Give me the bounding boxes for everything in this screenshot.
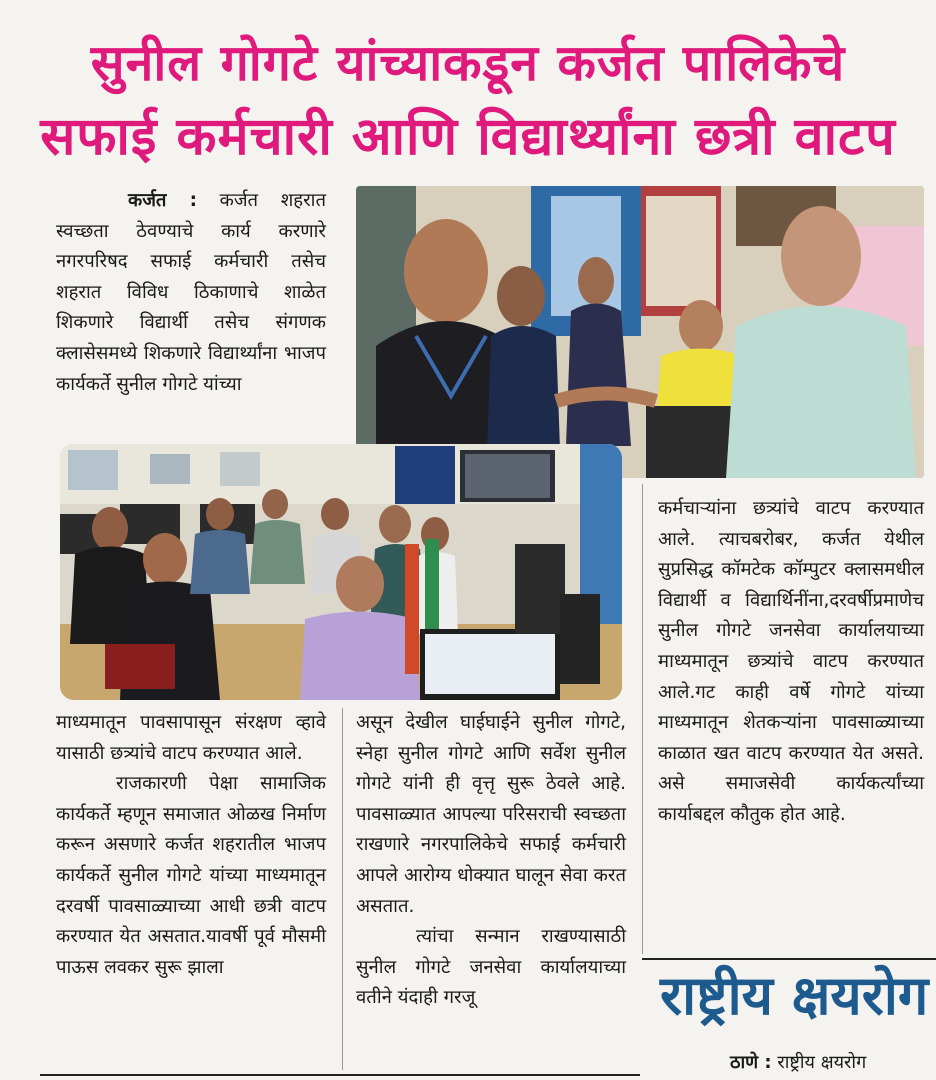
column-1-top-text: [56, 186, 326, 400]
column-1-paragraph-2: राजकारणी पेक्षा सामाजिक कार्यकर्ते म्हणून समाजात ओळख निर्माण करून असणारे कर्जत शहरातील भाजप कार्यकर्ते सुनील गोगटे यांच्या माध्यमातून दरवर्षी पावसाळ्याच्या आधी छत्री वाटप करण्यात येत असतात.यावर्षी पूर्व मौसमी पाऊस लवकर सुरू झाला: [56, 773, 326, 978]
column-1-bottom-text: [56, 708, 326, 983]
teaser-headline: राष्ट्रीय क्षयरोग: [660, 964, 929, 1027]
article-bottom-rule: [40, 1074, 640, 1076]
column-divider-1: [342, 708, 343, 1070]
column-3-paragraph: कर्मचाऱ्यांना छत्र्यांचे वाटप करण्यात आले. त्याचबरोबर, कर्जत येथील सुप्रसिद्ध कॉमटेक कॉम्पुटर क्लासमधील विद्यार्थी व विद्यार्थिनींना,दरवर्षीप्रमाणेच सुनील गोगटे जनसेवा कार्यालयाच्या माध्यमातून छत्र्यांचे वाटप करण्यात आले.गट काही वर्षे गोगटे यांच्या माध्यमातून शेतकऱ्यांना पावसाळ्याच्या काळात खत वाटप करण्यात येत असते. असे समाजसेवी कार्यकर्त्यांच्या कार्याबद्दल कौतुक होत आहे.: [658, 498, 924, 825]
teaser-text: [730, 1050, 866, 1074]
photo-umbrella-distribution-students: [60, 444, 622, 700]
teaser-dateline: ठाणे :: [730, 1052, 772, 1073]
headline-line-2: सफाई कर्मचारी आणि विद्यार्थ्यांना छत्री वाटप: [40, 107, 896, 167]
photo-umbrella-distribution-staff: [356, 186, 924, 478]
column-1-paragraph-1: माध्यमातून पावसापासून संरक्षण व्हावे यासाठी छत्र्यांचे वाटप करण्यात आले.: [56, 712, 326, 764]
column-1-top-body: कर्जत शहरात स्वच्छता ठेवण्याचे कार्य करणारे नगरपरिषद सफाई कर्मचारी तसेच शहरात विविध ठिकाणाचे शाळेत शिकणारे विद्यार्थी तसेच संगणक क्लासेसमध्ये शिकणारे विद्यार्थ्यांना भाजप कार्यकर्ते सुनील गोगटे यांच्या: [56, 190, 326, 395]
column-2-text: [356, 708, 626, 1014]
column-3-text: [658, 494, 924, 831]
teaser-body: राष्ट्रीय क्षयरोग: [777, 1052, 867, 1073]
column-divider-2: [642, 484, 643, 954]
column-2-paragraph-2: त्यांचा सन्मान राखण्यासाठी सुनील गोगटे जनसेवा कार्यालयाच्या वतीने यंदाही गरजू: [356, 926, 626, 1009]
dateline: कर्जत :: [128, 190, 198, 211]
column-2-paragraph-1: असून देखील घाईघाईने सुनील गोगटे, स्नेहा सुनील गोगटे आणि सर्वेश सुनील गोगटे यांनी ही वृत्तृ सुरू ठेवले आहे. पावसाळ्यात आपल्या परिसराची स्वच्छता राखणारे नगरपालिकेचे सफाई कर्मचारी आपले आरोग्य धोक्यात घालून सेवा करत असतात.: [356, 712, 626, 917]
headline-line-1: सुनील गोगटे यांच्याकडून कर्जत पालिकेचे: [90, 34, 846, 92]
